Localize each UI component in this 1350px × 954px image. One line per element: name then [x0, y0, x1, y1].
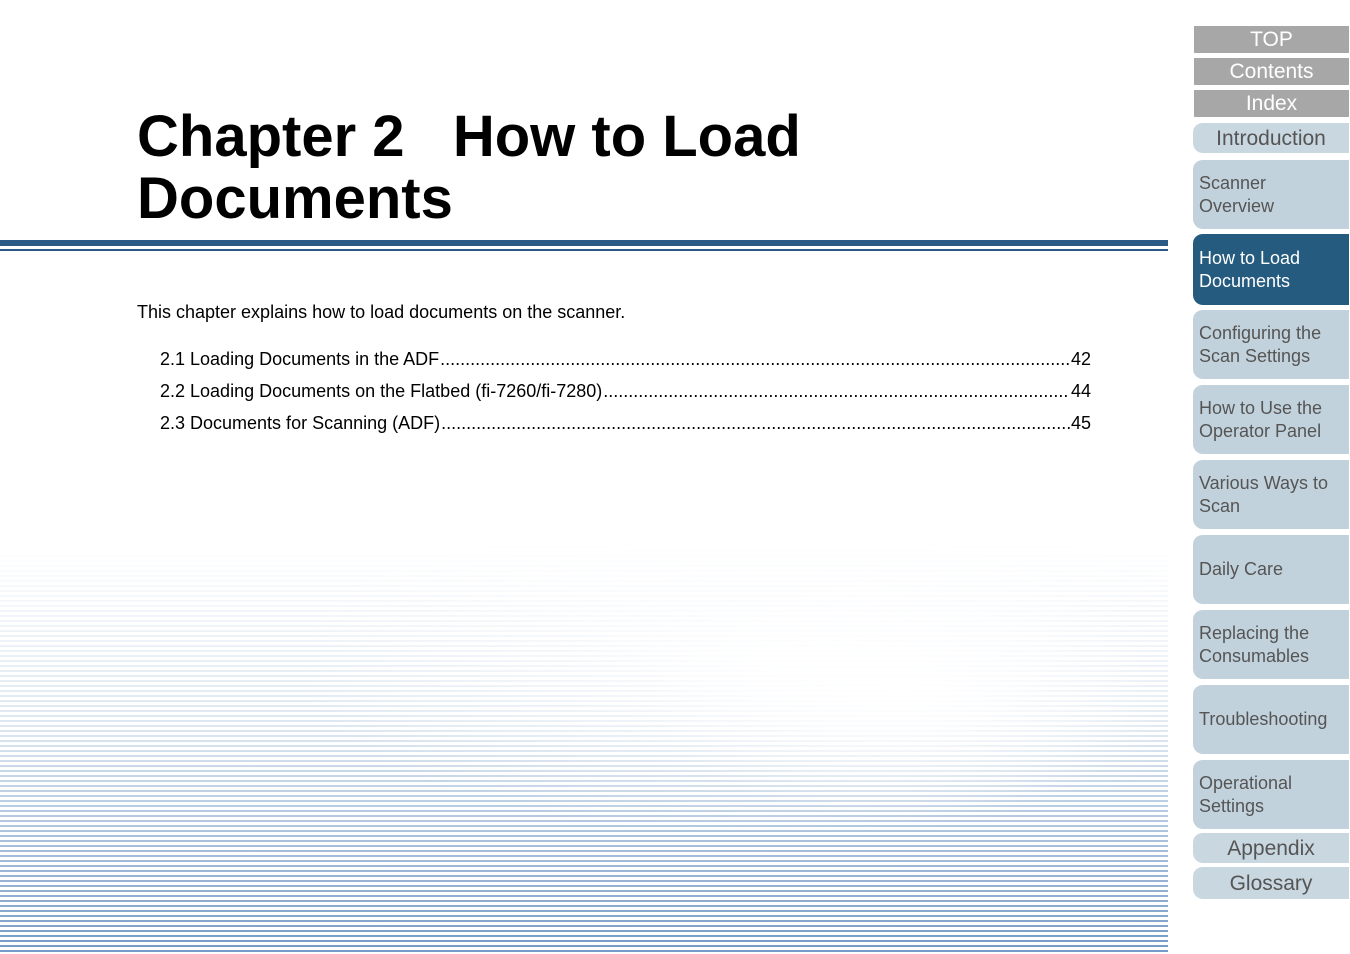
chapter-title: [137, 106, 801, 230]
toc-entry-page: 45: [1070, 413, 1091, 433]
nav-tab-label: How to Load Documents: [1199, 247, 1301, 291]
nav-tab-glossary[interactable]: [1193, 866, 1349, 899]
toc-entry-title: 2.3 Documents for Scanning (ADF): [160, 413, 441, 433]
nav-tab-label: Replacing the Consumables: [1199, 622, 1310, 666]
nav-tab-label: How to Use the Operator Panel: [1199, 397, 1323, 441]
side-navigation: [1193, 0, 1350, 954]
toc-entry-2-2[interactable]: [160, 380, 1091, 412]
toc-leader-dots: [441, 412, 1070, 434]
title-rule-thin: [0, 249, 1168, 251]
nav-tab-scanner-overview[interactable]: [1193, 159, 1349, 229]
nav-tab-how-to-load-documents[interactable]: [1193, 233, 1349, 305]
toc-entry-2-3[interactable]: [160, 412, 1091, 444]
nav-tab-label: Troubleshooting: [1199, 709, 1328, 729]
toc-entry-title: 2.2 Loading Documents on the Flatbed (fi-7260/fi-7280): [160, 381, 603, 401]
nav-tab-introduction[interactable]: [1193, 122, 1349, 153]
nav-tab-appendix[interactable]: [1193, 832, 1349, 863]
background-glow: [640, 560, 1160, 820]
nav-tab-replacing-consumables[interactable]: [1193, 609, 1349, 679]
nav-tab-configuring-scan-settings[interactable]: [1193, 309, 1349, 379]
nav-tab-label: Various Ways to Scan: [1199, 472, 1329, 516]
title-rule-thick: [0, 240, 1168, 246]
nav-tab-label: Scanner Overview: [1199, 172, 1275, 216]
chapter-title-line-2: Documents: [137, 166, 453, 231]
nav-tab-various-ways-to-scan[interactable]: [1193, 459, 1349, 529]
toc-entry-2-1[interactable]: [160, 348, 1091, 380]
nav-tab-label: Daily Care: [1199, 559, 1284, 579]
nav-tab-operator-panel[interactable]: [1193, 384, 1349, 454]
nav-tab-label: Introduction: [1216, 126, 1326, 150]
nav-tab-label: Glossary: [1229, 871, 1313, 895]
nav-tab-operational-settings[interactable]: [1193, 759, 1349, 829]
table-of-contents: [160, 348, 1091, 444]
nav-tab-label: Configuring the Scan Settings: [1199, 322, 1322, 366]
nav-index-button[interactable]: Index: [1194, 90, 1349, 117]
chapter-title-line-1: Chapter 2 How to Load: [137, 104, 801, 169]
toc-leader-dots: [603, 380, 1070, 402]
toc-entry-page: 42: [1070, 349, 1091, 369]
nav-tab-label: Operational Settings: [1199, 772, 1293, 816]
chapter-intro: This chapter explains how to load documents on the scanner.: [137, 302, 626, 322]
nav-contents-button[interactable]: Contents: [1194, 58, 1349, 85]
nav-tab-label: Appendix: [1227, 836, 1315, 860]
nav-tab-troubleshooting[interactable]: [1193, 684, 1349, 754]
toc-entry-page: 44: [1070, 381, 1091, 401]
nav-top-button[interactable]: TOP: [1194, 26, 1349, 53]
nav-tab-daily-care[interactable]: [1193, 534, 1349, 604]
toc-entry-title: 2.1 Loading Documents in the ADF: [160, 349, 440, 369]
toc-leader-dots: [440, 348, 1070, 370]
